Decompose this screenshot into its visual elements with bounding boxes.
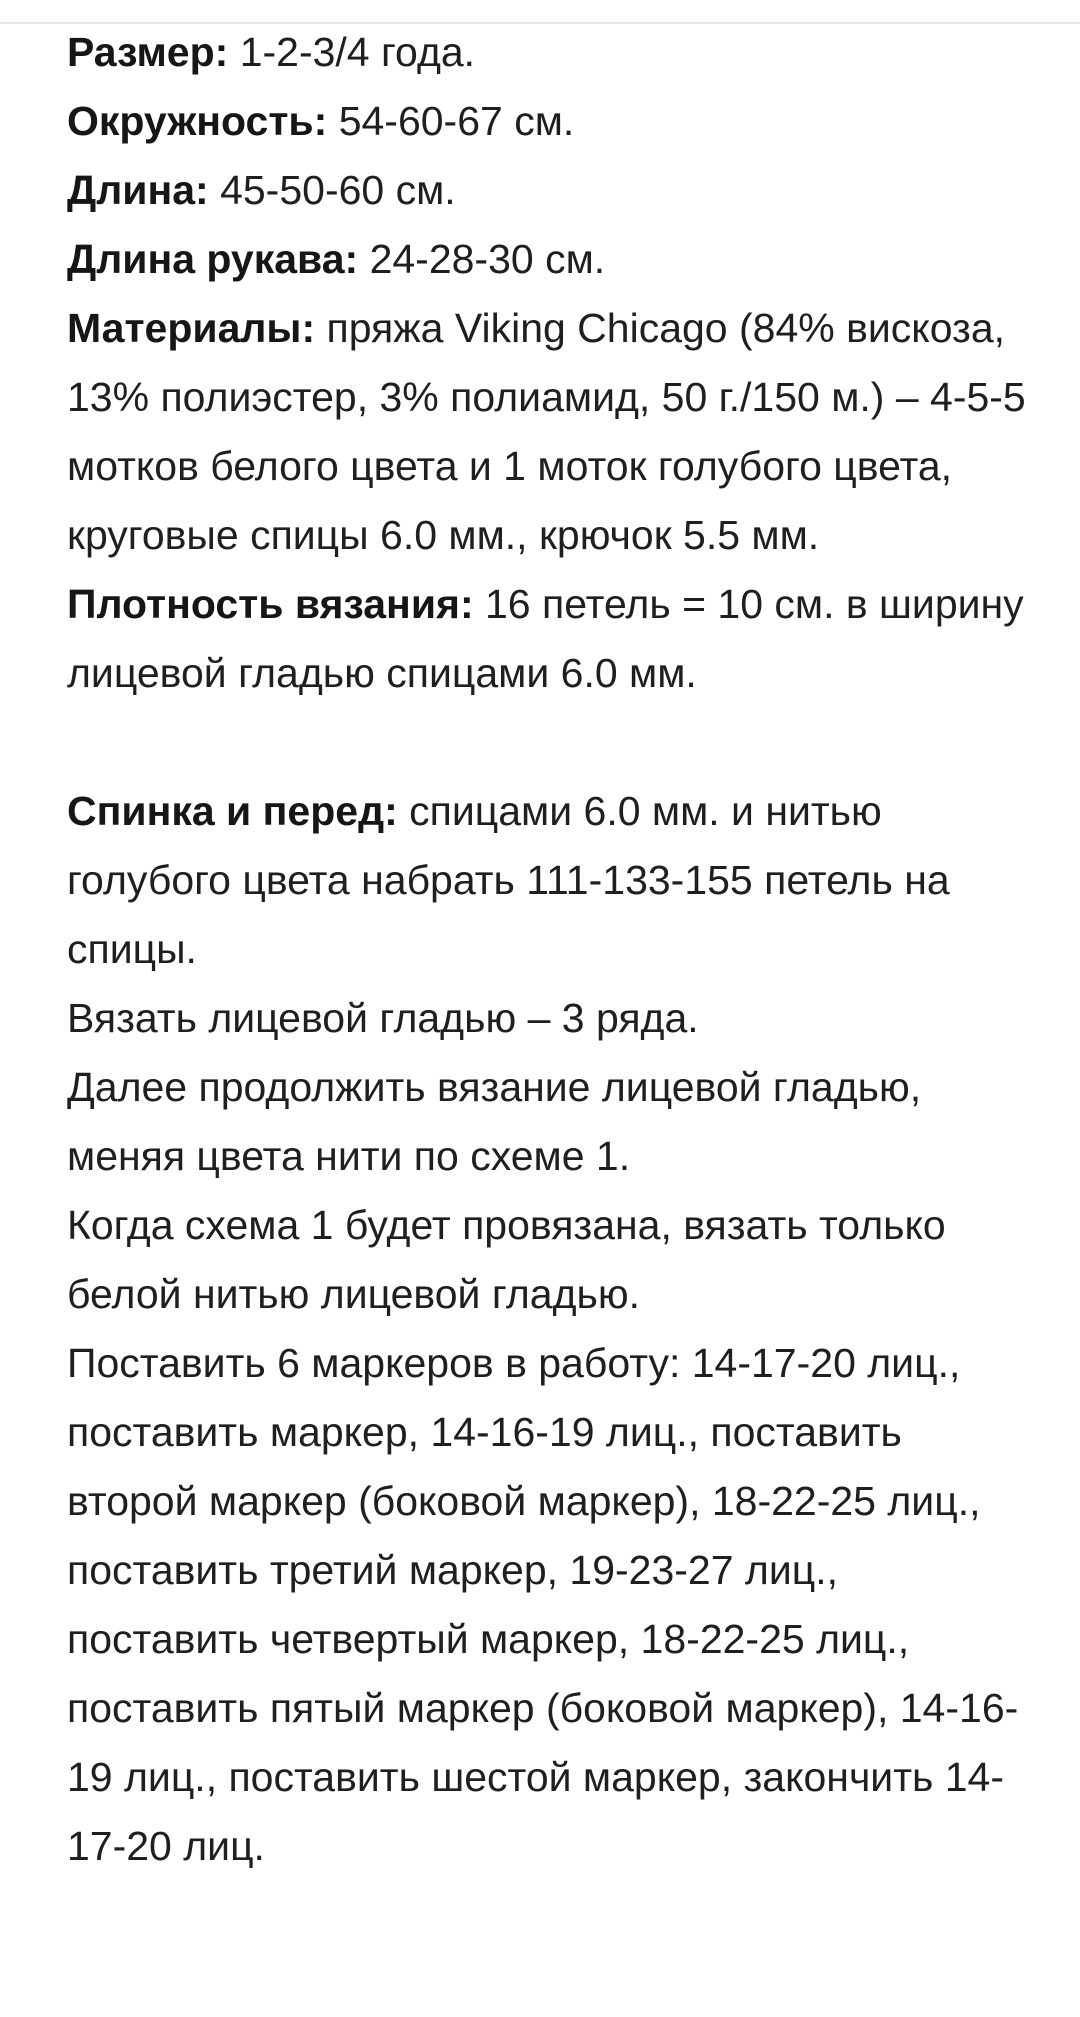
paragraph-gap (67, 708, 1027, 777)
length-label: Длина: (67, 167, 209, 213)
materials-paragraph (67, 294, 1027, 570)
circumference-line (67, 87, 1027, 156)
instruction-step: Когда схема 1 будет провязана, вязать только белой нитью лицевой гладью. (67, 1202, 946, 1317)
length-line (67, 156, 1027, 225)
size-line (67, 18, 1027, 87)
gauge-paragraph (67, 570, 1027, 708)
sleeve-length-value: 24-28-30 см. (358, 236, 606, 282)
back-front-intro: спицами 6.0 мм. и нитью голубого цвета набрать 111-133-155 петель на спицы. (67, 788, 950, 972)
back-front-label: Спинка и перед: (67, 788, 398, 834)
back-front-paragraph (67, 777, 1027, 984)
instruction-step: Вязать лицевой гладью – 3 ряда. (67, 995, 699, 1041)
instruction-step: Поставить 6 маркеров в работу: 14-17-20 лиц., поставить маркер, 14-16-19 лиц., поставить второй маркер (боковой маркер), 18-22-25 лиц., поставить третий маркер, 19-23-27 лиц., поставить четвертый маркер, 18-22-25 лиц., поставить пятый маркер (боковой маркер), 14-16-19 лиц., поставить шестой маркер, закончить 14-17-20 лиц. (67, 1340, 1019, 1869)
materials-label: Материалы: (67, 305, 316, 351)
materials-value: пряжа Viking Chicago (84% вискоза, 13% полиэстер, 3% полиамид, 50 г./150 м.) – 4-5-5 мотков белого цвета и 1 моток голубого цвета, круговые спицы 6.0 мм., крючок 5.5 мм. (67, 305, 1026, 558)
size-value: 1-2-3/4 года. (228, 29, 476, 75)
circumference-value: 54-60-67 см. (327, 98, 575, 144)
circumference-label: Окружность: (67, 98, 328, 144)
size-label: Размер: (67, 29, 229, 75)
gauge-value: 16 петель = 10 см. в ширину лицевой гладью спицами 6.0 мм. (67, 581, 1024, 696)
sleeve-length-line (67, 225, 1027, 294)
pattern-text (67, 18, 1027, 1881)
length-value: 45-50-60 см. (208, 167, 456, 213)
gauge-label: Плотность вязания: (67, 581, 474, 627)
sleeve-length-label: Длина рукава: (67, 236, 359, 282)
instruction-step: Далее продолжить вязание лицевой гладью, меняя цвета нити по схеме 1. (67, 1064, 922, 1179)
